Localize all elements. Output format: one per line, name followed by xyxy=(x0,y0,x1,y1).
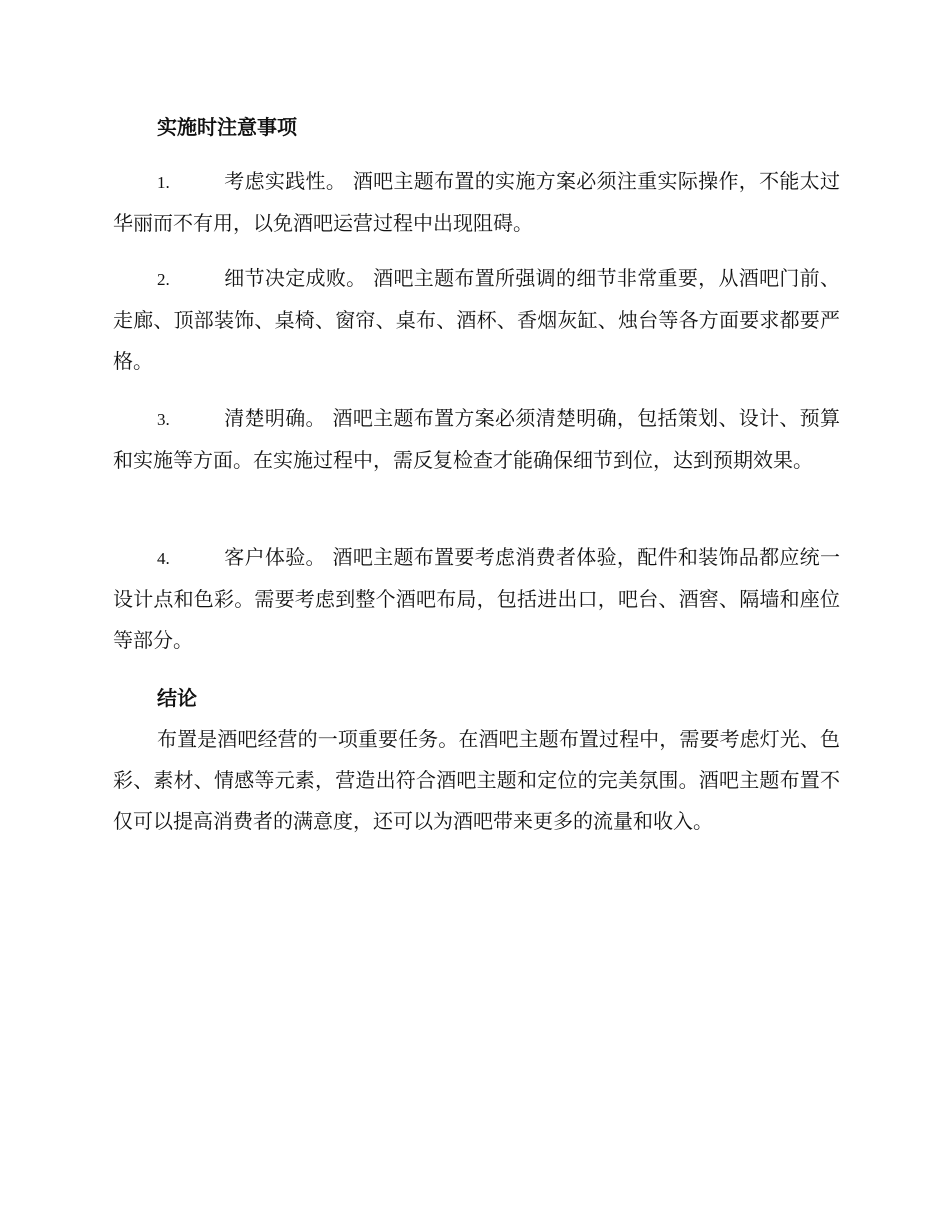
list-item-text: 考虑实践性。 酒吧主题布置的实施方案必须注重实际操作，不能太过华丽而不有用，以免酒吧运营过程中出现阻碍。 xyxy=(113,169,840,235)
section-heading-notes: 实施时注意事项 xyxy=(157,115,297,139)
list-item-3 xyxy=(113,398,840,481)
list-item-1 xyxy=(113,161,840,244)
list-item-text: 客户体验。 酒吧主题布置要考虑消费者体验，配件和装饰品都应统一设计点和色彩。需要考虑到整个酒吧布局，包括进出口，吧台、酒窖、隔墙和座位等部分。 xyxy=(113,545,840,652)
section-heading-conclusion: 结论 xyxy=(157,686,197,710)
list-item-number: 2. xyxy=(157,270,170,289)
list-item-number: 4. xyxy=(157,549,170,568)
list-item-number: 3. xyxy=(157,410,170,429)
list-item-2 xyxy=(113,258,840,382)
list-item-number: 1. xyxy=(157,173,170,192)
list-item-text: 细节决定成败。 酒吧主题布置所强调的细节非常重要，从酒吧门前、走廊、顶部装饰、桌椅、窗帘、桌布、酒杯、香烟灰缸、烛台等各方面要求都要严格。 xyxy=(113,266,840,373)
conclusion-paragraph: 布置是酒吧经营的一项重要任务。在酒吧主题布置过程中，需要考虑灯光、色彩、素材、情感等元素，营造出符合酒吧主题和定位的完美氛围。酒吧主题布置不仅可以提高消费者的满意度，还可以为酒吧带来更多的流量和收入。 xyxy=(113,727,840,833)
list-item-4 xyxy=(113,537,840,661)
list-item-text: 清楚明确。 酒吧主题布置方案必须清楚明确，包括策划、设计、预算和实施等方面。在实施过程中，需反复检查才能确保细节到位，达到预期效果。 xyxy=(113,406,840,472)
